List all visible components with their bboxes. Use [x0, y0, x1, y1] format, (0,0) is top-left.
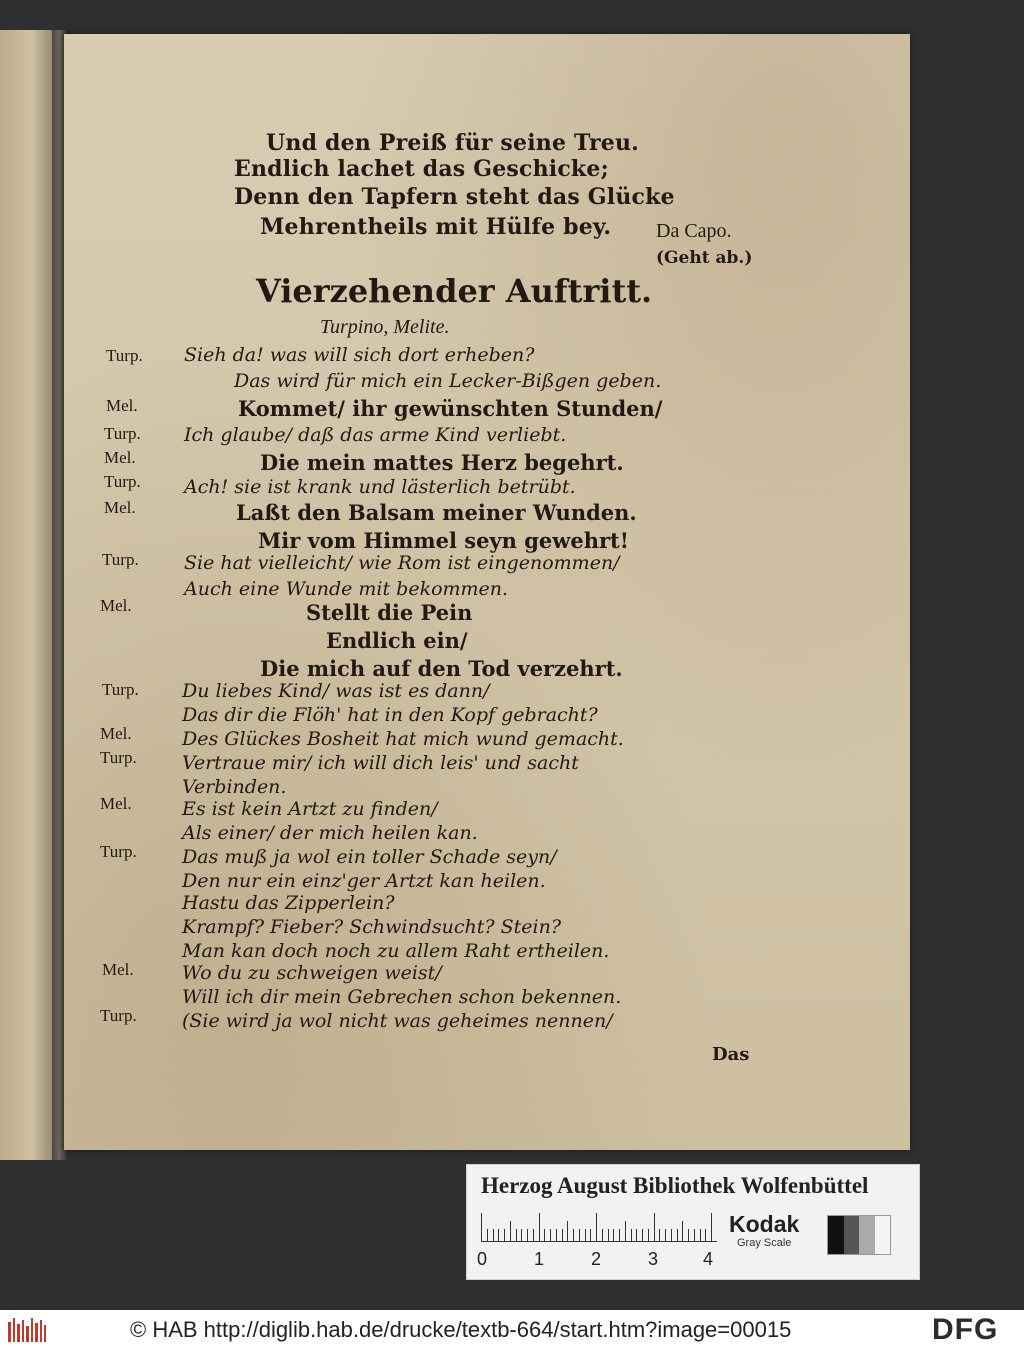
dialogue-line: Als einer/ der mich heilen kan.	[182, 822, 478, 844]
measure-ruler	[481, 1211, 717, 1242]
speaker-label: Turp.	[100, 748, 137, 767]
ruler-number: 1	[534, 1249, 545, 1269]
da-capo-note: Da Capo.	[656, 220, 732, 242]
ruler-number: 0	[477, 1249, 488, 1269]
ruler-number: 2	[591, 1249, 602, 1269]
dialogue-line: Sie hat vielleicht/ wie Rom ist eingenommen/	[184, 552, 620, 574]
dialogue-line: Endlich ein/	[326, 628, 468, 653]
speaker-label: Mel.	[104, 448, 136, 467]
ruler-tick	[585, 1229, 586, 1241]
ruler-tick	[613, 1229, 614, 1241]
ruler-tick	[521, 1229, 522, 1241]
ruler-tick	[527, 1229, 528, 1241]
speaker-label: Turp.	[104, 424, 141, 443]
ruler-tick	[602, 1229, 603, 1241]
speaker-label: Mel.	[100, 794, 132, 813]
dialogue-line: Verbinden.	[182, 776, 287, 798]
ruler-tick	[487, 1229, 488, 1241]
ruler-tick	[544, 1229, 545, 1241]
ruler-tick	[665, 1229, 666, 1241]
ruler-tick	[498, 1229, 499, 1241]
dialogue-line: Man kan doch noch zu allem Raht ertheilen.	[182, 940, 610, 962]
verse-line: Endlich lachet das Geschicke;	[234, 156, 609, 182]
speaker-label: Mel.	[106, 396, 138, 415]
verse-line: Mehrentheils mit Hülfe bey.	[260, 214, 612, 240]
ruler-tick	[659, 1229, 660, 1241]
ruler-tick	[608, 1229, 609, 1241]
ruler-tick	[688, 1229, 689, 1241]
ruler-tick	[631, 1229, 632, 1241]
ruler-tick	[694, 1229, 695, 1241]
dialogue-line: Vertraue mir/ ich will dich leis' und sacht	[182, 752, 579, 774]
brand-subtitle: Gray Scale	[737, 1237, 792, 1249]
dialogue-line: Du liebes Kind/ was ist es dann/	[182, 680, 490, 702]
brand-name: Kodak	[729, 1211, 800, 1237]
scene-characters: Turpino, Melite.	[320, 316, 450, 338]
dialogue-line: Wo du zu schweigen weist/	[182, 962, 442, 984]
ruler-tick	[596, 1213, 597, 1241]
dialogue-line: Ach! sie ist krank und lästerlich betrübt.	[184, 476, 576, 498]
dialogue-line: Das wird für mich ein Lecker-Bißgen geben.	[234, 370, 662, 392]
ruler-tick	[590, 1229, 591, 1241]
dialogue-line: Mir vom Himmel seyn gewehrt!	[258, 528, 629, 553]
dialogue-line: Krampf? Fieber? Schwindsucht? Stein?	[182, 916, 562, 938]
ruler-tick	[636, 1229, 637, 1241]
speaker-label: Turp.	[100, 1006, 137, 1025]
dialogue-line: Kommet/ ihr gewünschten Stunden/	[238, 396, 663, 421]
ruler-tick	[493, 1229, 494, 1241]
ruler-tick	[533, 1229, 534, 1241]
speaker-label: Turp.	[102, 550, 139, 569]
ruler-tick	[671, 1229, 672, 1241]
dialogue-line: Das dir die Flöh' hat in den Kopf gebracht?	[182, 704, 598, 726]
library-name: Herzog August Bibliothek Wolfenbüttel	[481, 1173, 869, 1198]
speaker-label: Turp.	[106, 346, 143, 365]
ruler-tick	[504, 1229, 505, 1241]
verse-line: Und den Preiß für seine Treu.	[266, 130, 640, 156]
dialogue-line: Ich glaube/ daß das arme Kind verliebt.	[184, 424, 567, 446]
ruler-tick	[550, 1229, 551, 1241]
stage-direction: (Geht ab.)	[656, 248, 753, 268]
dialogue-line: Des Glückes Bosheit hat mich wund gemacht.	[182, 728, 624, 750]
dialogue-line: (Sie wird ja wol nicht was geheimes nennen/	[182, 1010, 613, 1032]
ruler-number: 3	[648, 1249, 659, 1269]
gray-scale-swatches	[827, 1215, 891, 1255]
dialogue-line: Stellt die Pein	[306, 600, 473, 625]
ruler-tick	[556, 1229, 557, 1241]
dfg-logo: DFG	[932, 1313, 999, 1346]
dialogue-line: Die mein mattes Herz begehrt.	[260, 450, 624, 475]
source-url[interactable]: © HAB http://diglib.hab.de/drucke/textb-664/start.htm?image=00015	[130, 1317, 792, 1342]
book-page	[64, 34, 910, 1150]
scene-heading: Vierzehender Auftritt.	[256, 272, 653, 310]
library-scale-label	[466, 1164, 920, 1280]
catchword: Das	[712, 1044, 750, 1065]
ruler-tick	[700, 1229, 701, 1241]
dialogue-line: Es ist kein Artzt zu finden/	[182, 798, 438, 820]
footer-bar	[0, 1310, 1024, 1350]
ruler-tick	[579, 1229, 580, 1241]
speaker-label: Mel.	[102, 960, 134, 979]
speaker-label: Turp.	[104, 472, 141, 491]
ruler-tick	[567, 1221, 568, 1241]
ruler-tick	[539, 1213, 540, 1241]
dialogue-line: Auch eine Wunde mit bekommen.	[184, 578, 509, 600]
speaker-label: Mel.	[104, 498, 136, 517]
ruler-tick	[516, 1229, 517, 1241]
hab-logo-icon	[6, 1314, 48, 1346]
ruler-tick	[654, 1213, 655, 1241]
dialogue-line: Sieh da! was will sich dort erheben?	[184, 344, 535, 366]
speaker-label: Mel.	[100, 596, 132, 615]
ruler-tick	[711, 1213, 712, 1241]
ruler-number: 4	[703, 1249, 714, 1269]
dialogue-line: Will ich dir mein Gebrechen schon bekennen.	[182, 986, 622, 1008]
dialogue-line: Das muß ja wol ein toller Schade seyn/	[182, 846, 557, 868]
dialogue-line: Den nur ein einz'ger Artzt kan heilen.	[182, 870, 546, 892]
ruler-tick	[705, 1229, 706, 1241]
ruler-tick	[573, 1229, 574, 1241]
ruler-tick	[625, 1221, 626, 1241]
ruler-tick	[562, 1229, 563, 1241]
speaker-label: Turp.	[100, 842, 137, 861]
ruler-tick	[619, 1229, 620, 1241]
previous-page-edge	[0, 30, 52, 1160]
speaker-label: Mel.	[100, 724, 132, 743]
ruler-tick	[677, 1229, 678, 1241]
ruler-tick	[481, 1213, 482, 1241]
verse-line: Denn den Tapfern steht das Glücke	[234, 184, 675, 210]
dialogue-line: Hastu das Zipperlein?	[182, 892, 395, 914]
ruler-tick	[510, 1221, 511, 1241]
speaker-label: Turp.	[102, 680, 139, 699]
ruler-tick	[682, 1221, 683, 1241]
ruler-tick	[642, 1229, 643, 1241]
ruler-tick	[648, 1229, 649, 1241]
dialogue-line: Laßt den Balsam meiner Wunden.	[236, 500, 637, 525]
dialogue-line: Die mich auf den Tod verzehrt.	[260, 656, 623, 681]
